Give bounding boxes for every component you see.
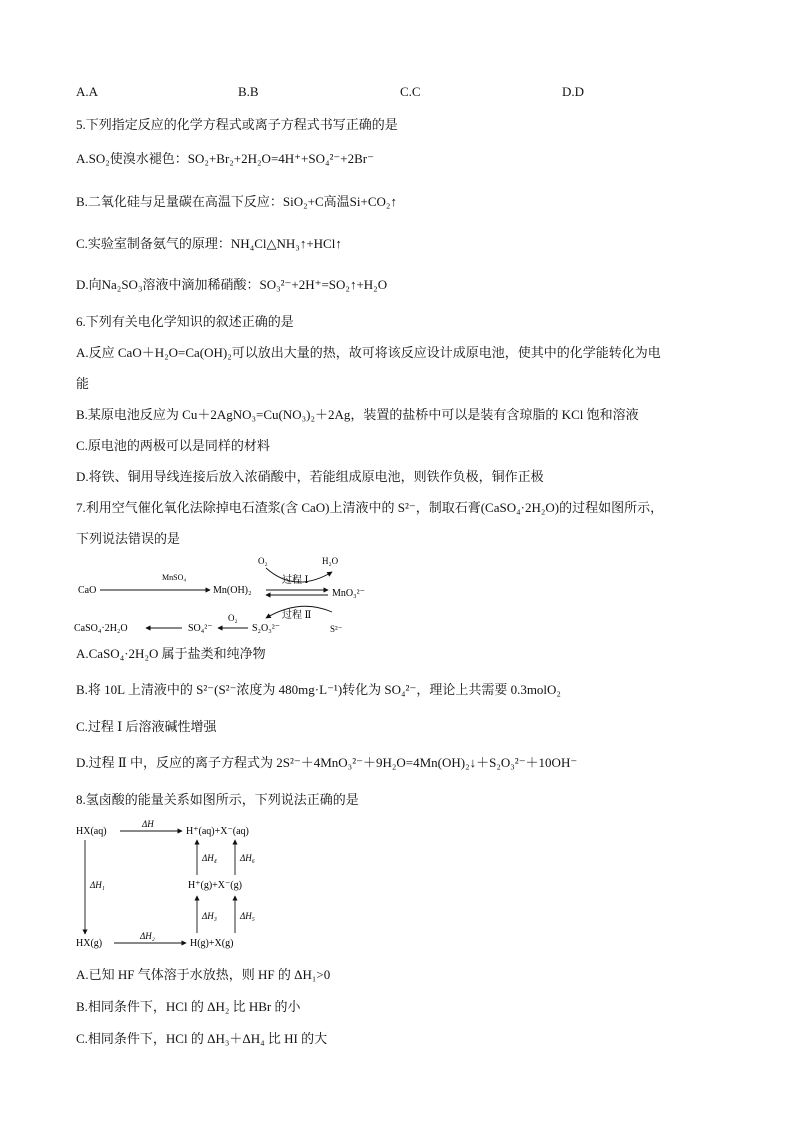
q8-option-c: C.相同条件下，HCl 的 ΔH₃＋ΔH₄ 比 HI 的大 xyxy=(76,1031,328,1046)
diag7-o2-top: O₂ xyxy=(258,556,268,566)
diag8-dh6: ΔH₆ xyxy=(240,853,255,863)
diag8-atoms-g: H(g)+X(g) xyxy=(190,938,234,949)
option-c: C.C xyxy=(400,84,421,99)
q5-stem: 5.下列指定反应的化学方程式或离子方程式书写正确的是 xyxy=(76,117,398,132)
diag8-ions-g: H⁺(g)+X⁻(g) xyxy=(188,880,242,891)
option-a: A.A xyxy=(76,84,99,99)
diag7-s2: S²⁻ xyxy=(330,624,343,634)
q8-energy-diagram xyxy=(70,818,300,954)
q7-option-b: B.将 10L 上清液中的 S²⁻(S²⁻浓度为 480mg·L⁻¹)转化为 SO₄²⁻，理论上共需要 0.3molO₂ xyxy=(76,682,561,697)
q8-option-b: B.相同条件下，HCl 的 ΔH₂ 比 HBr 的小 xyxy=(76,999,301,1014)
diag7-caso4: CaSO₄·2H₂O xyxy=(74,623,128,634)
q5-option-c: C.实验室制备氨气的原理：NH₄Cl△NH₃↑+HCl↑ xyxy=(76,236,342,251)
q6-option-d: D.将铁、铜用导线连接后放入浓硝酸中，若能组成原电池，则铁作负极，铜作正极 xyxy=(76,469,544,484)
diag7-h2o: H₂O xyxy=(322,556,339,566)
diag7-o2-bottom: O₂ xyxy=(228,613,238,623)
q5-option-a: A.SO₂使溴水褪色：SO₂+Br₂+2H₂O=4H⁺+SO₄²⁻+2Br⁻ xyxy=(76,151,374,166)
q8-option-a: A.已知 HF 气体溶于水放热，则 HF 的 ΔH₁>0 xyxy=(76,967,331,982)
diag8-ions-aq: H⁺(aq)+X⁻(aq) xyxy=(186,826,249,837)
diag8-hx-aq: HX(aq) xyxy=(76,826,107,837)
q6-option-a-line1: A.反应 CaO＋H₂O=Ca(OH)₂可以放出大量的热，故可将该反应设计成原电池，使其中的化学能转化为电 xyxy=(76,345,661,360)
option-b: B.B xyxy=(238,84,259,99)
q7-option-a: A.CaSO₄·2H₂O 属于盐类和纯净物 xyxy=(76,646,266,661)
diag8-dh4: ΔH₄ xyxy=(202,853,217,863)
q5-option-b: B.二氧化硅与足量碳在高温下反应：SiO₂+C高温Si+CO₂↑ xyxy=(76,194,397,209)
q6-option-c: C.原电池的两极可以是同样的材料 xyxy=(76,438,270,453)
diag7-cao: CaO xyxy=(78,585,97,596)
diag8-dh2: ΔH₂ xyxy=(140,931,155,941)
diag7-process2: 过程 Ⅱ xyxy=(282,610,312,621)
diag7-process1: 过程 Ⅰ xyxy=(282,575,309,586)
q8-stem: 8.氢卤酸的能量关系如图所示，下列说法正确的是 xyxy=(76,792,359,807)
q7-option-d: D.过程 Ⅱ 中，反应的离子方程式为 2S²⁻＋4MnO₃²⁻＋9H₂O=4Mn(OH)₂↓＋S₂O₃²⁻＋10OH⁻ xyxy=(76,755,578,770)
q7-stem-line2: 下列说法错误的是 xyxy=(76,531,181,546)
diag8-dh5: ΔH₅ xyxy=(240,911,255,921)
q7-option-c: C.过程 Ⅰ 后溶液碱性增强 xyxy=(76,719,217,734)
q6-option-a-line2: 能 xyxy=(76,376,90,391)
q7-stem-line1: 7.利用空气催化氧化法除掉电石渣浆(含 CaO)上清液中的 S²⁻，制取石膏(CaSO₄·2H₂O)的过程如图所示， xyxy=(76,500,664,515)
diag8-dh: ΔH xyxy=(142,819,154,829)
option-d: D.D xyxy=(562,84,585,99)
q6-option-b: B.某原电池反应为 Cu＋2AgNO₃=Cu(NO₃)₂＋2Ag，装置的盐桥中可以是装有含琼脂的 KCl 饱和溶液 xyxy=(76,407,639,422)
q6-stem: 6.下列有关电化学知识的叙述正确的是 xyxy=(76,314,294,329)
q7-process-diagram xyxy=(70,550,370,642)
diag8-dh3: ΔH₃ xyxy=(202,911,217,921)
diag7-so4: SO₄²⁻ xyxy=(188,623,213,634)
diag8-dh1: ΔH₁ xyxy=(90,880,105,890)
diag8-hx-g: HX(g) xyxy=(76,938,103,949)
diag7-mnso4: MnSO₄ xyxy=(162,573,187,582)
diag7-s2o3: S₂O₃²⁻ xyxy=(252,623,281,634)
q5-option-d: D.向Na₂SO₃溶液中滴加稀硝酸：SO₃²⁻+2H⁺=SO₂↑+H₂O xyxy=(76,277,388,292)
diag7-mnoh2: Mn(OH)₂ xyxy=(213,585,252,596)
diag7-mno3: MnO₃²⁻ xyxy=(332,588,365,599)
